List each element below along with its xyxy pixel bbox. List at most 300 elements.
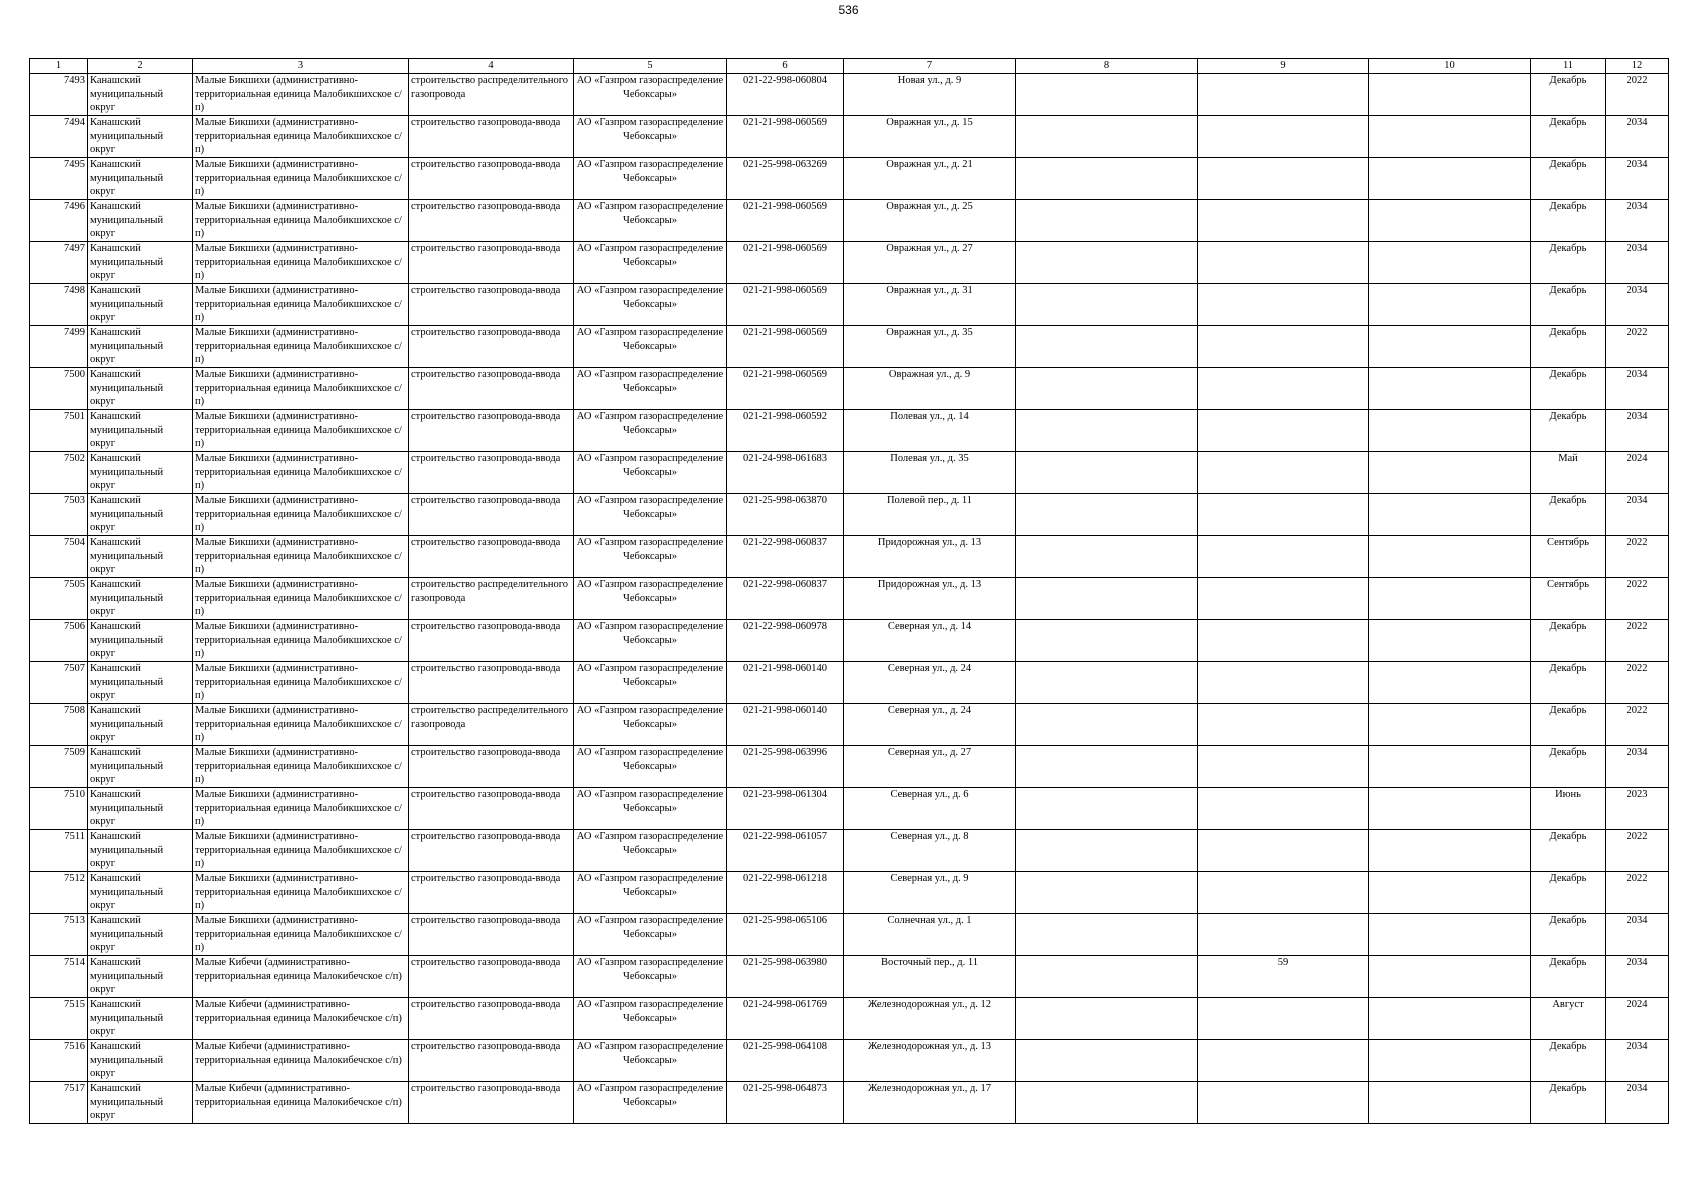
work-type-cell-text: строительство газопровода-ввода xyxy=(411,1041,561,1052)
address-cell-text: Северная ул., д. 6 xyxy=(890,789,969,800)
address-cell-text: Солнечная ул., д. 1 xyxy=(887,915,972,926)
work-type-cell-text: строительство газопровода-ввода xyxy=(411,453,561,464)
district-cell xyxy=(88,746,193,788)
object-code-cell xyxy=(727,1040,844,1082)
table-row xyxy=(30,830,1669,872)
district-cell xyxy=(88,200,193,242)
row-number xyxy=(30,536,88,578)
row-number-text: 7505 xyxy=(64,579,85,590)
table-row xyxy=(30,536,1669,578)
object-code-cell-text: 021-25-998-064108 xyxy=(743,1041,827,1052)
year-cell xyxy=(1606,830,1669,872)
month-cell xyxy=(1531,1082,1606,1124)
organization-cell xyxy=(574,74,727,116)
column-9-cell-text xyxy=(1200,662,1366,703)
column-8-cell xyxy=(1016,662,1198,704)
year-cell-text: 2024 xyxy=(1626,453,1648,464)
settlement-cell xyxy=(193,284,409,326)
column-9-cell-text xyxy=(1200,74,1366,115)
column-10-cell xyxy=(1369,662,1531,704)
table-row xyxy=(30,1040,1669,1082)
row-number xyxy=(30,704,88,746)
settlement-cell xyxy=(193,662,409,704)
year-cell xyxy=(1606,704,1669,746)
column-8-cell-text xyxy=(1018,242,1195,283)
column-8-cell-text xyxy=(1018,998,1195,1039)
month-cell xyxy=(1531,998,1606,1040)
year-cell xyxy=(1606,74,1669,116)
object-code-cell xyxy=(727,452,844,494)
organization-cell xyxy=(574,1040,727,1082)
organization-cell xyxy=(574,956,727,998)
row-number xyxy=(30,620,88,662)
column-8-cell xyxy=(1016,326,1198,368)
district-cell-text: Канашский муниципальный округ xyxy=(90,957,164,996)
column-10-cell xyxy=(1369,1040,1531,1082)
column-10-cell xyxy=(1369,578,1531,620)
organization-cell xyxy=(574,788,727,830)
column-10-cell-text xyxy=(1371,74,1528,115)
column-8-cell xyxy=(1016,368,1198,410)
address-cell-text: Овражная ул., д. 25 xyxy=(886,201,973,212)
column-8-cell-text xyxy=(1018,536,1195,577)
column-10-cell-text xyxy=(1371,284,1528,325)
column-10-cell xyxy=(1369,158,1531,200)
row-number-text: 7506 xyxy=(64,621,85,632)
organization-cell-text: АО «Газпром газораспределение Чебоксары» xyxy=(576,747,724,772)
year-cell-text: 2022 xyxy=(1626,621,1648,632)
column-header: 9 xyxy=(1198,59,1369,74)
column-10-cell xyxy=(1369,74,1531,116)
column-9-cell xyxy=(1198,746,1369,788)
column-8-cell xyxy=(1016,620,1198,662)
month-cell xyxy=(1531,158,1606,200)
row-number-text: 7502 xyxy=(64,453,85,464)
object-code-cell-text: 021-22-998-060804 xyxy=(743,75,827,86)
column-9-cell xyxy=(1198,1082,1369,1124)
column-9-cell-text xyxy=(1200,452,1366,493)
column-8-cell xyxy=(1016,452,1198,494)
object-code-cell xyxy=(727,116,844,158)
month-cell xyxy=(1531,1040,1606,1082)
column-header: 1 xyxy=(30,59,88,74)
column-8-cell xyxy=(1016,914,1198,956)
row-number-text: 7512 xyxy=(64,873,85,884)
month-cell-text: Декабрь xyxy=(1549,915,1587,926)
column-9-cell xyxy=(1198,1040,1369,1082)
row-number xyxy=(30,242,88,284)
column-8-cell xyxy=(1016,158,1198,200)
district-cell xyxy=(88,956,193,998)
column-9-cell xyxy=(1198,284,1369,326)
row-number xyxy=(30,956,88,998)
row-number xyxy=(30,578,88,620)
year-cell-text: 2034 xyxy=(1626,369,1648,380)
table-row xyxy=(30,788,1669,830)
year-cell-text: 2022 xyxy=(1626,537,1648,548)
column-9-cell-text xyxy=(1200,494,1366,535)
row-number-text: 7508 xyxy=(64,705,85,716)
column-8-cell-text xyxy=(1018,620,1195,661)
month-cell-text: Декабрь xyxy=(1549,369,1587,380)
address-cell-text: Овражная ул., д. 15 xyxy=(886,117,973,128)
row-number-text: 7504 xyxy=(64,537,85,548)
column-10-cell xyxy=(1369,326,1531,368)
year-cell xyxy=(1606,452,1669,494)
column-header: 2 xyxy=(88,59,193,74)
row-number-text: 7498 xyxy=(64,285,85,296)
district-cell xyxy=(88,494,193,536)
settlement-cell xyxy=(193,914,409,956)
month-cell xyxy=(1531,578,1606,620)
table-row xyxy=(30,284,1669,326)
table-row xyxy=(30,746,1669,788)
month-cell-text: Декабрь xyxy=(1549,285,1587,296)
row-number-text: 7495 xyxy=(64,159,85,170)
work-type-cell-text: строительство газопровода-ввода xyxy=(411,411,561,422)
column-8-cell xyxy=(1016,74,1198,116)
month-cell xyxy=(1531,746,1606,788)
column-8-cell xyxy=(1016,116,1198,158)
settlement-cell-text: Малые Бикшихи (административно-территориальная единица Малобикшихское с/п) xyxy=(195,495,402,534)
organization-cell-text: АО «Газпром газораспределение Чебоксары» xyxy=(576,327,724,352)
address-cell xyxy=(844,284,1016,326)
column-9-cell-text xyxy=(1200,620,1366,661)
organization-cell xyxy=(574,494,727,536)
year-cell xyxy=(1606,1082,1669,1124)
month-cell-text: Декабрь xyxy=(1549,75,1587,86)
column-10-cell-text xyxy=(1371,578,1528,619)
column-9-cell xyxy=(1198,830,1369,872)
table-row xyxy=(30,704,1669,746)
row-number xyxy=(30,326,88,368)
district-cell-text: Канашский муниципальный округ xyxy=(90,1083,164,1122)
month-cell xyxy=(1531,914,1606,956)
column-header: 12 xyxy=(1606,59,1669,74)
column-9-cell-text xyxy=(1200,368,1366,409)
settlement-cell xyxy=(193,116,409,158)
row-number xyxy=(30,914,88,956)
column-10-cell xyxy=(1369,452,1531,494)
address-cell xyxy=(844,494,1016,536)
settlement-cell-text: Малые Бикшихи (административно-территориальная единица Малобикшихское с/п) xyxy=(195,579,402,618)
district-cell xyxy=(88,872,193,914)
object-code-cell xyxy=(727,242,844,284)
settlement-cell-text: Малые Кибечи (административно-территориальная единица Малокибечское с/п) xyxy=(195,999,402,1024)
year-cell-text: 2022 xyxy=(1626,705,1648,716)
year-cell xyxy=(1606,956,1669,998)
object-code-cell-text: 021-23-998-061304 xyxy=(743,789,827,800)
address-cell-text: Полевая ул., д. 14 xyxy=(890,411,969,422)
month-cell-text: Декабрь xyxy=(1549,201,1587,212)
address-cell xyxy=(844,956,1016,998)
settlement-cell xyxy=(193,200,409,242)
column-9-cell xyxy=(1198,704,1369,746)
settlement-cell xyxy=(193,1082,409,1124)
organization-cell xyxy=(574,830,727,872)
column-header: 7 xyxy=(844,59,1016,74)
object-code-cell-text: 021-21-998-060569 xyxy=(743,327,827,338)
object-code-cell xyxy=(727,578,844,620)
row-number xyxy=(30,116,88,158)
organization-cell-text: АО «Газпром газораспределение Чебоксары» xyxy=(576,621,724,646)
row-number-text: 7517 xyxy=(64,1083,85,1094)
row-number xyxy=(30,830,88,872)
column-10-cell xyxy=(1369,620,1531,662)
column-9-cell xyxy=(1198,200,1369,242)
district-cell-text: Канашский муниципальный округ xyxy=(90,747,164,786)
object-code-cell-text: 021-21-998-060569 xyxy=(743,285,827,296)
month-cell-text: Декабрь xyxy=(1549,159,1587,170)
object-code-cell xyxy=(727,830,844,872)
column-header: 8 xyxy=(1016,59,1198,74)
column-9-cell xyxy=(1198,74,1369,116)
address-cell-text: Железнодорожная ул., д. 13 xyxy=(867,1041,992,1052)
column-9-cell xyxy=(1198,578,1369,620)
settlement-cell xyxy=(193,158,409,200)
organization-cell-text: АО «Газпром газораспределение Чебоксары» xyxy=(576,873,724,898)
row-number-text: 7503 xyxy=(64,495,85,506)
month-cell-text: Декабрь xyxy=(1549,873,1587,884)
work-type-cell xyxy=(409,158,574,200)
organization-cell xyxy=(574,116,727,158)
settlement-cell-text: Малые Бикшихи (административно-территориальная единица Малобикшихское с/п) xyxy=(195,159,402,198)
column-9-cell xyxy=(1198,452,1369,494)
district-cell-text: Канашский муниципальный округ xyxy=(90,999,164,1038)
registry-table xyxy=(29,58,1669,1124)
district-cell-text: Канашский муниципальный округ xyxy=(90,369,164,408)
column-9-cell-text xyxy=(1200,830,1366,871)
district-cell xyxy=(88,368,193,410)
settlement-cell xyxy=(193,74,409,116)
table-row xyxy=(30,956,1669,998)
table-row xyxy=(30,368,1669,410)
organization-cell xyxy=(574,872,727,914)
column-9-cell-text xyxy=(1200,998,1366,1039)
work-type-cell-text: строительство газопровода-ввода xyxy=(411,831,561,842)
year-cell xyxy=(1606,872,1669,914)
settlement-cell-text: Малые Бикшихи (административно-территориальная единица Малобикшихское с/п) xyxy=(195,201,402,240)
settlement-cell xyxy=(193,494,409,536)
month-cell xyxy=(1531,788,1606,830)
column-9-cell xyxy=(1198,410,1369,452)
column-8-cell xyxy=(1016,1082,1198,1124)
column-10-cell xyxy=(1369,746,1531,788)
district-cell-text: Канашский муниципальный округ xyxy=(90,243,164,282)
settlement-cell xyxy=(193,326,409,368)
column-9-cell-text xyxy=(1200,200,1366,241)
address-cell xyxy=(844,1040,1016,1082)
column-header: 4 xyxy=(409,59,574,74)
month-cell xyxy=(1531,452,1606,494)
column-9-cell-text xyxy=(1200,704,1366,745)
year-cell xyxy=(1606,116,1669,158)
object-code-cell xyxy=(727,200,844,242)
column-9-cell-text xyxy=(1200,284,1366,325)
year-cell xyxy=(1606,536,1669,578)
table-row xyxy=(30,200,1669,242)
table-row xyxy=(30,326,1669,368)
column-10-cell xyxy=(1369,368,1531,410)
district-cell-text: Канашский муниципальный округ xyxy=(90,621,164,660)
row-number xyxy=(30,1040,88,1082)
column-9-cell xyxy=(1198,872,1369,914)
year-cell xyxy=(1606,662,1669,704)
work-type-cell xyxy=(409,872,574,914)
work-type-cell-text: строительство газопровода-ввода xyxy=(411,789,561,800)
month-cell-text: Декабрь xyxy=(1549,747,1587,758)
work-type-cell-text: строительство газопровода-ввода xyxy=(411,747,561,758)
row-number xyxy=(30,368,88,410)
organization-cell-text: АО «Газпром газораспределение Чебоксары» xyxy=(576,117,724,142)
column-8-cell-text xyxy=(1018,74,1195,115)
district-cell xyxy=(88,578,193,620)
work-type-cell xyxy=(409,368,574,410)
object-code-cell xyxy=(727,284,844,326)
year-cell-text: 2034 xyxy=(1626,495,1648,506)
column-10-cell xyxy=(1369,998,1531,1040)
work-type-cell-text: строительство распределительного газопровода xyxy=(411,579,569,604)
row-number-text: 7514 xyxy=(64,957,85,968)
column-9-cell-text xyxy=(1200,914,1366,955)
work-type-cell xyxy=(409,578,574,620)
table-row xyxy=(30,914,1669,956)
settlement-cell-text: Малые Бикшихи (административно-территориальная единица Малобикшихское с/п) xyxy=(195,117,402,156)
year-cell-text: 2034 xyxy=(1626,957,1648,968)
object-code-cell-text: 021-25-998-063269 xyxy=(743,159,827,170)
address-cell-text: Овражная ул., д. 9 xyxy=(888,369,971,380)
object-code-cell-text: 021-22-998-060837 xyxy=(743,537,827,548)
object-code-cell-text: 021-24-998-061683 xyxy=(743,453,827,464)
column-10-cell xyxy=(1369,704,1531,746)
district-cell-text: Канашский муниципальный округ xyxy=(90,789,164,828)
settlement-cell xyxy=(193,242,409,284)
month-cell-text: Декабрь xyxy=(1549,1041,1587,1052)
work-type-cell-text: строительство газопровода-ввода xyxy=(411,201,561,212)
organization-cell-text: АО «Газпром газораспределение Чебоксары» xyxy=(576,201,724,226)
address-cell xyxy=(844,116,1016,158)
column-8-cell-text xyxy=(1018,1082,1195,1123)
column-9-cell-text xyxy=(1200,116,1366,157)
organization-cell xyxy=(574,1082,727,1124)
column-10-cell xyxy=(1369,788,1531,830)
row-number-text: 7510 xyxy=(64,789,85,800)
month-cell-text: Сентябрь xyxy=(1546,537,1590,548)
column-10-cell-text xyxy=(1371,200,1528,241)
column-header: 5 xyxy=(574,59,727,74)
year-cell xyxy=(1606,326,1669,368)
column-10-cell-text xyxy=(1371,998,1528,1039)
organization-cell-text: АО «Газпром газораспределение Чебоксары» xyxy=(576,537,724,562)
organization-cell xyxy=(574,998,727,1040)
district-cell xyxy=(88,284,193,326)
row-number xyxy=(30,452,88,494)
year-cell xyxy=(1606,620,1669,662)
address-cell xyxy=(844,788,1016,830)
object-code-cell-text: 021-21-998-060569 xyxy=(743,243,827,254)
column-9-cell xyxy=(1198,368,1369,410)
year-cell xyxy=(1606,410,1669,452)
column-10-cell xyxy=(1369,536,1531,578)
settlement-cell-text: Малые Бикшихи (административно-территориальная единица Малобикшихское с/п) xyxy=(195,411,402,450)
organization-cell-text: АО «Газпром газораспределение Чебоксары» xyxy=(576,243,724,268)
work-type-cell xyxy=(409,326,574,368)
organization-cell-text: АО «Газпром газораспределение Чебоксары» xyxy=(576,999,724,1024)
work-type-cell-text: строительство газопровода-ввода xyxy=(411,873,561,884)
object-code-cell-text: 021-25-998-063980 xyxy=(743,957,827,968)
month-cell xyxy=(1531,410,1606,452)
column-header: 6 xyxy=(727,59,844,74)
month-cell xyxy=(1531,284,1606,326)
work-type-cell-text: строительство газопровода-ввода xyxy=(411,621,561,632)
column-header: 11 xyxy=(1531,59,1606,74)
address-cell-text: Северная ул., д. 14 xyxy=(887,621,972,632)
column-8-cell xyxy=(1016,956,1198,998)
organization-cell xyxy=(574,158,727,200)
district-cell xyxy=(88,536,193,578)
settlement-cell-text: Малые Бикшихи (административно-территориальная единица Малобикшихское с/п) xyxy=(195,369,402,408)
object-code-cell-text: 021-21-998-060569 xyxy=(743,117,827,128)
settlement-cell xyxy=(193,452,409,494)
address-cell-text: Северная ул., д. 9 xyxy=(890,873,969,884)
year-cell xyxy=(1606,746,1669,788)
district-cell xyxy=(88,620,193,662)
column-10-cell xyxy=(1369,914,1531,956)
column-8-cell-text xyxy=(1018,704,1195,745)
address-cell-text: Железнодорожная ул., д. 17 xyxy=(867,1083,992,1094)
column-8-cell-text xyxy=(1018,284,1195,325)
work-type-cell xyxy=(409,620,574,662)
column-8-cell-text xyxy=(1018,410,1195,451)
organization-cell-text: АО «Газпром газораспределение Чебоксары» xyxy=(576,411,724,436)
column-9-cell-text xyxy=(1200,578,1366,619)
settlement-cell-text: Малые Бикшихи (административно-территориальная единица Малобикшихское с/п) xyxy=(195,243,402,282)
organization-cell-text: АО «Газпром газораспределение Чебоксары» xyxy=(576,495,724,520)
column-8-cell xyxy=(1016,578,1198,620)
column-8-cell-text xyxy=(1018,662,1195,703)
year-cell-text: 2034 xyxy=(1626,285,1648,296)
month-cell-text: Декабрь xyxy=(1549,705,1587,716)
organization-cell xyxy=(574,410,727,452)
district-cell xyxy=(88,662,193,704)
organization-cell xyxy=(574,704,727,746)
column-8-cell xyxy=(1016,242,1198,284)
month-cell xyxy=(1531,200,1606,242)
district-cell-text: Канашский муниципальный округ xyxy=(90,159,164,198)
organization-cell-text: АО «Газпром газораспределение Чебоксары» xyxy=(576,1041,724,1066)
address-cell-text: Овражная ул., д. 35 xyxy=(886,327,973,338)
month-cell-text: Декабрь xyxy=(1549,663,1587,674)
table-row xyxy=(30,578,1669,620)
address-cell-text: Придорожная ул., д. 13 xyxy=(877,579,982,590)
settlement-cell-text: Малые Бикшихи (административно-территориальная единица Малобикшихское с/п) xyxy=(195,705,402,744)
row-number-text: 7507 xyxy=(64,663,85,674)
year-cell-text: 2022 xyxy=(1626,579,1648,590)
table-row xyxy=(30,620,1669,662)
column-8-cell-text xyxy=(1018,200,1195,241)
object-code-cell xyxy=(727,956,844,998)
district-cell-text: Канашский муниципальный округ xyxy=(90,327,164,366)
settlement-cell xyxy=(193,536,409,578)
organization-cell xyxy=(574,620,727,662)
header-row xyxy=(30,59,1669,74)
column-9-cell xyxy=(1198,662,1369,704)
organization-cell xyxy=(574,536,727,578)
settlement-cell xyxy=(193,704,409,746)
organization-cell-text: АО «Газпром газораспределение Чебоксары» xyxy=(576,1083,724,1108)
work-type-cell xyxy=(409,74,574,116)
object-code-cell xyxy=(727,1082,844,1124)
